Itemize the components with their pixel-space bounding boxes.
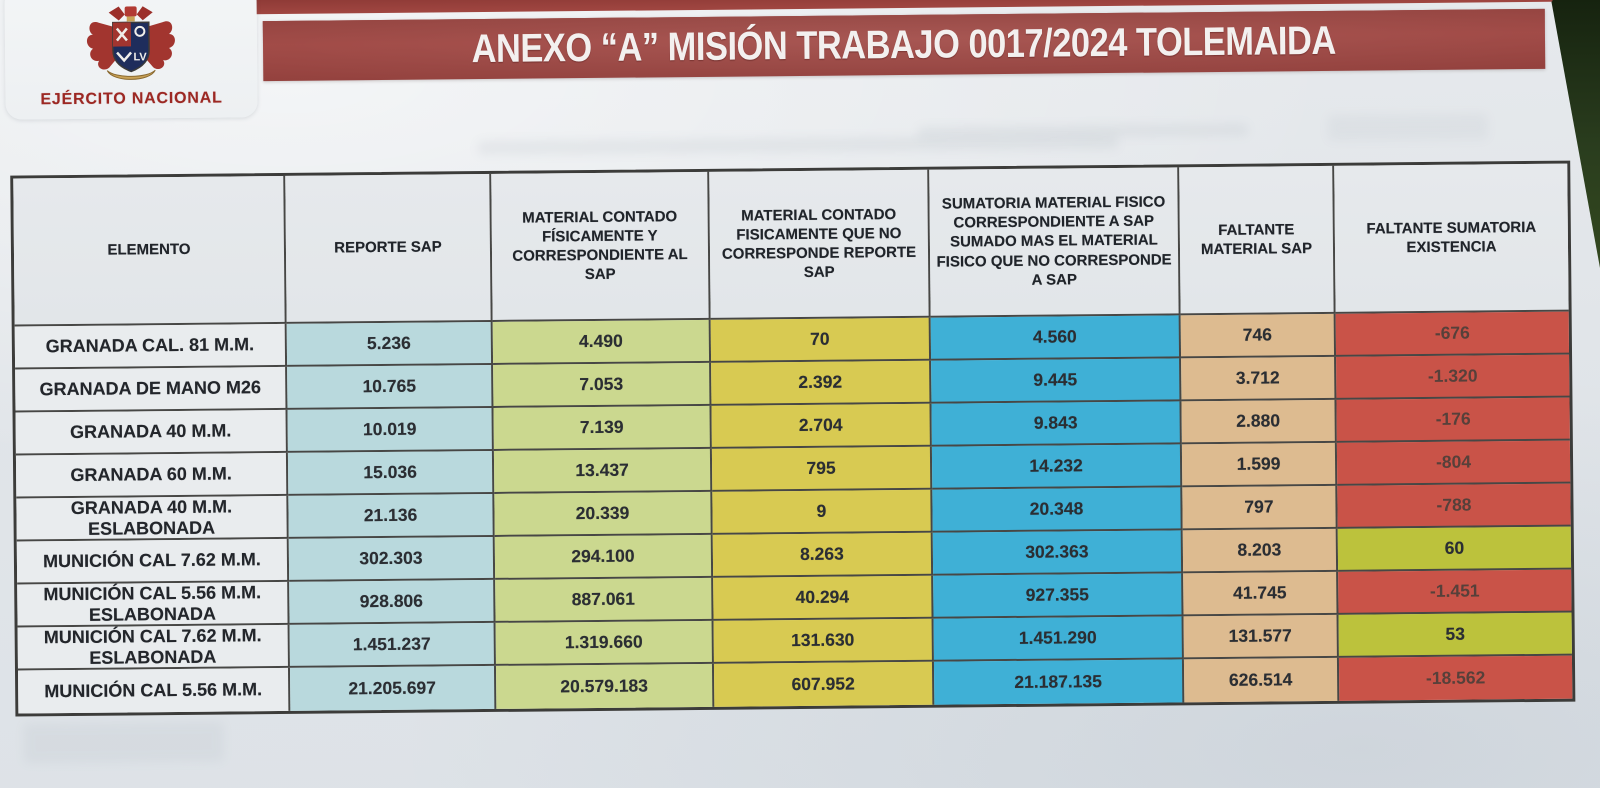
column-header: ELEMENTO bbox=[13, 176, 286, 327]
row-label: MUNICIÓN CAL 5.56 M.M. ESLABONADA bbox=[17, 582, 289, 628]
value-cell: -18.562 bbox=[1339, 656, 1572, 701]
bleed-through-smudge bbox=[1328, 113, 1488, 141]
value-cell: 8.203 bbox=[1183, 529, 1338, 573]
value-cell: 21.205.697 bbox=[290, 666, 496, 711]
value-cell: 8.263 bbox=[713, 533, 933, 578]
title-banner bbox=[263, 9, 1546, 81]
row-label: MUNICIÓN CAL 7.62 M.M. bbox=[17, 539, 289, 585]
column-header: MATERIAL CONTADO FISICAMENTE QUE NO CORRESPONDE REPORTE SAP bbox=[709, 170, 930, 320]
value-cell: 607.952 bbox=[714, 662, 934, 707]
value-cell: 131.630 bbox=[714, 619, 934, 664]
value-cell: 10.765 bbox=[287, 365, 493, 410]
row-label: MUNICIÓN CAL 7.62 M.M. ESLABONADA bbox=[18, 625, 290, 671]
value-cell: 9.445 bbox=[931, 358, 1181, 403]
value-cell: 1.599 bbox=[1182, 443, 1337, 487]
value-cell: 20.579.183 bbox=[496, 664, 714, 709]
value-cell: 9 bbox=[712, 490, 932, 535]
value-cell: 2.704 bbox=[711, 404, 931, 449]
value-cell: 7.139 bbox=[493, 406, 711, 451]
value-cell: 626.514 bbox=[1184, 658, 1339, 702]
value-cell: -1.320 bbox=[1336, 355, 1569, 400]
value-cell: 5.236 bbox=[287, 322, 493, 367]
value-cell: 928.806 bbox=[289, 580, 495, 625]
value-cell: 53 bbox=[1339, 613, 1572, 658]
row-label: GRANADA 60 M.M. bbox=[16, 453, 288, 499]
value-cell: -176 bbox=[1336, 398, 1569, 443]
value-cell: 41.745 bbox=[1183, 572, 1338, 616]
value-cell: 746 bbox=[1181, 314, 1336, 358]
row-label: GRANADA CAL. 81 M.M. bbox=[15, 324, 287, 370]
value-cell: 9.843 bbox=[931, 401, 1181, 446]
column-header: MATERIAL CONTADO FÍSICAMENTE Y CORRESPONDIENTE AL SAP bbox=[491, 172, 710, 322]
bleed-through-smudge bbox=[24, 722, 224, 764]
value-cell: 302.303 bbox=[289, 537, 495, 582]
value-cell: 60 bbox=[1338, 527, 1571, 572]
value-cell: 3.712 bbox=[1181, 357, 1336, 401]
value-cell: -676 bbox=[1336, 312, 1569, 357]
value-cell: 13.437 bbox=[494, 449, 712, 494]
value-cell: 4.490 bbox=[493, 320, 711, 365]
org-name: EJÉRCITO NACIONAL bbox=[40, 89, 223, 109]
value-cell: 131.577 bbox=[1184, 615, 1339, 659]
value-cell: 21.187.135 bbox=[934, 659, 1184, 704]
column-header: FALTANTE SUMATORIA EXISTENCIA bbox=[1334, 164, 1568, 314]
bleed-through-smudge bbox=[478, 135, 1118, 155]
column-header: SUMATORIA MATERIAL FISICO CORRESPONDIENTE A SAP SUMADO MAS EL MATERIAL FISICO QUE NO CORRESPONDE A SAP bbox=[929, 167, 1180, 317]
value-cell: 20.348 bbox=[932, 487, 1182, 532]
row-label: MUNICIÓN CAL 5.56 M.M. bbox=[18, 668, 290, 714]
value-cell: 1.451.237 bbox=[290, 623, 496, 668]
value-cell: 14.232 bbox=[932, 444, 1182, 489]
value-cell: 1.451.290 bbox=[934, 616, 1184, 661]
value-cell: 1.319.660 bbox=[496, 621, 714, 666]
value-cell: 7.053 bbox=[493, 363, 711, 408]
svg-text:LV: LV bbox=[133, 51, 147, 64]
value-cell: 294.100 bbox=[495, 535, 713, 580]
value-cell: 2.880 bbox=[1181, 400, 1336, 444]
value-cell: 2.392 bbox=[711, 361, 931, 406]
bleed-through-smudge bbox=[918, 124, 1248, 139]
value-cell: -788 bbox=[1337, 484, 1570, 529]
value-cell: 887.061 bbox=[495, 578, 713, 623]
value-cell: 797 bbox=[1182, 486, 1337, 530]
column-header: REPORTE SAP bbox=[285, 174, 492, 324]
row-label: GRANADA 40 M.M. ESLABONADA bbox=[16, 496, 288, 542]
value-cell: 10.019 bbox=[288, 408, 494, 453]
value-cell: 20.339 bbox=[494, 492, 712, 537]
value-cell: 21.136 bbox=[288, 494, 494, 539]
column-header: FALTANTE MATERIAL SAP bbox=[1179, 166, 1335, 315]
value-cell: -1.451 bbox=[1338, 570, 1571, 615]
army-logo-card bbox=[4, 0, 257, 120]
inventory-table bbox=[10, 161, 1575, 717]
value-cell: -804 bbox=[1337, 441, 1570, 486]
value-cell: 70 bbox=[711, 318, 931, 363]
page-title: ANEXO “A” MISIÓN TRABAJO 0017/2024 TOLEMAIDA bbox=[471, 18, 1337, 71]
value-cell: 795 bbox=[712, 447, 932, 492]
value-cell: 40.294 bbox=[713, 576, 933, 621]
row-label: GRANADA 40 M.M. bbox=[16, 410, 288, 456]
value-cell: 15.036 bbox=[288, 451, 494, 496]
value-cell: 4.560 bbox=[931, 315, 1181, 360]
row-label: GRANADA DE MANO M26 bbox=[15, 367, 287, 413]
army-crest-icon bbox=[79, 4, 184, 89]
value-cell: 927.355 bbox=[933, 573, 1183, 618]
value-cell: 302.363 bbox=[933, 530, 1183, 575]
